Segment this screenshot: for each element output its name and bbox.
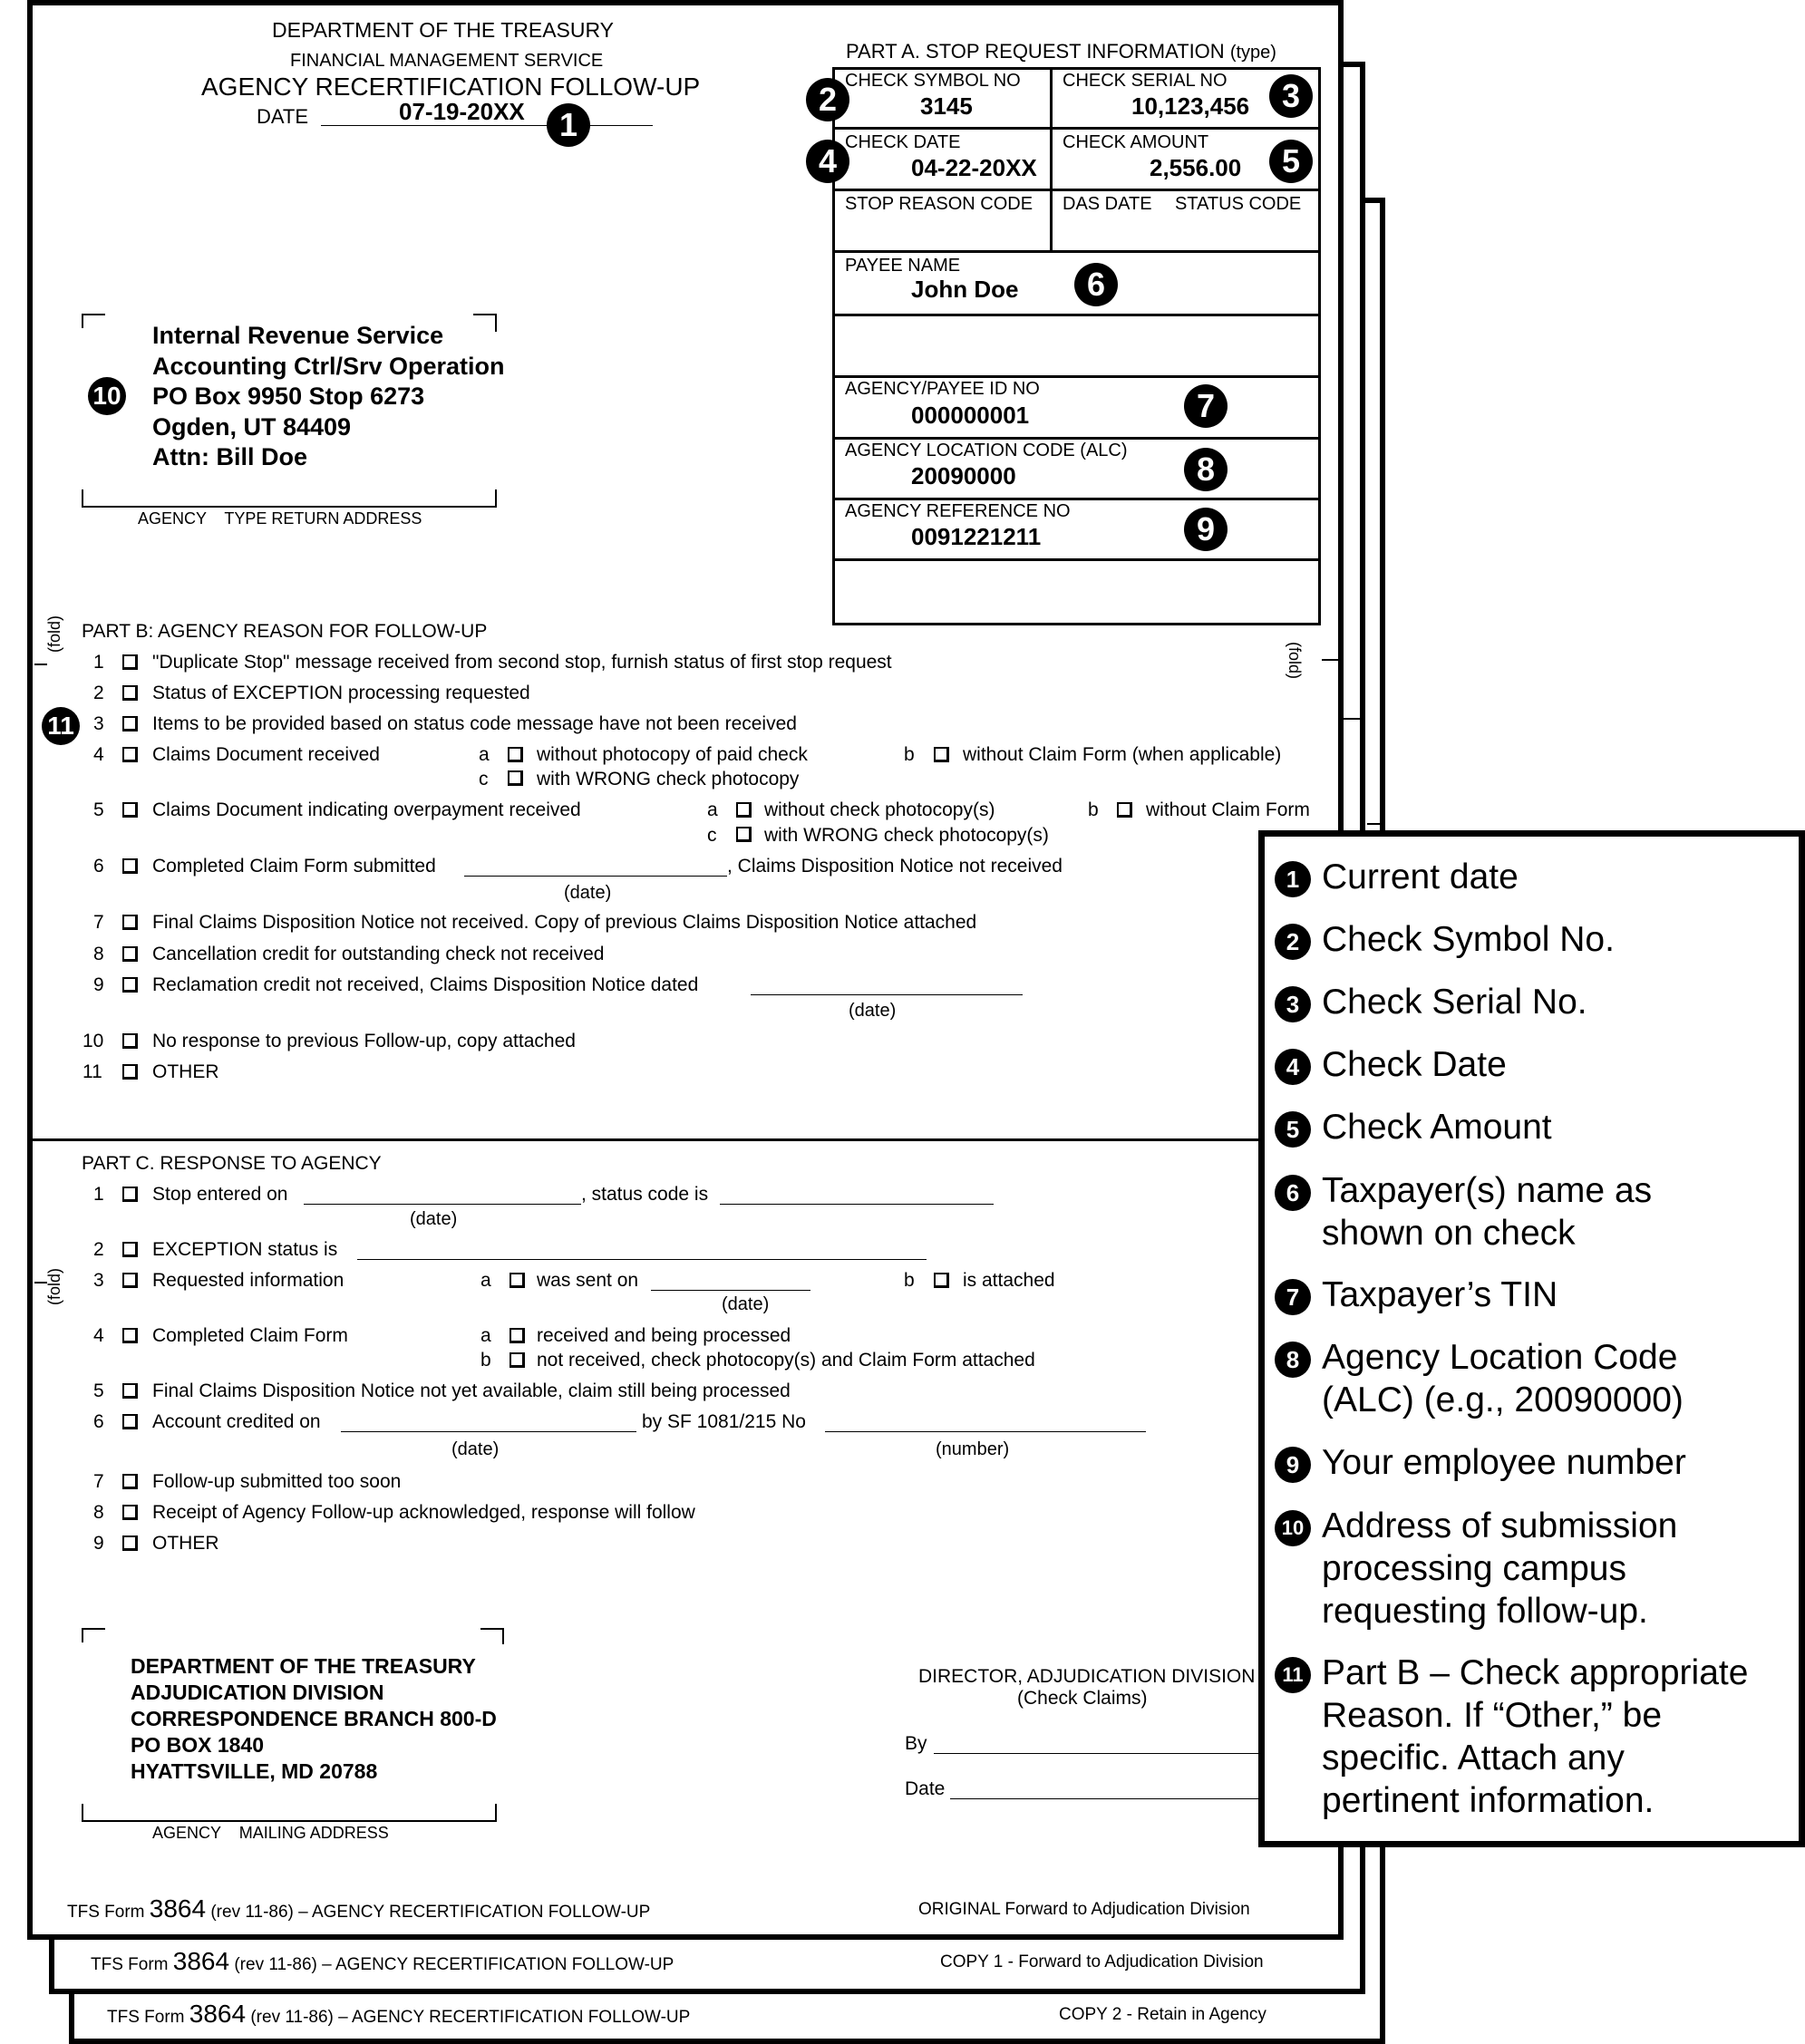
item-text: was sent on [537,1270,639,1291]
check-symbol-label: CHECK SYMBOL NO [845,71,1021,91]
row-divider [832,189,1321,191]
callout-4-icon: 4 [806,140,849,183]
payee-id-label: AGENCY/PAYEE ID NO [845,379,1040,399]
row-divider [832,498,1321,500]
callout-3-icon: 3 [1269,74,1313,118]
sub-letter: a [479,744,490,765]
date-label: DATE [257,105,309,128]
checkbox[interactable] [509,1328,525,1343]
item-text: Completed Claim Form [152,1325,348,1346]
return-address-line: PO Box 9950 Stop 6273 [152,383,425,410]
exception-status-blank[interactable] [357,1259,927,1260]
item-number: 11 [82,1061,102,1082]
legend-text: Taxpayer’s TIN [1322,1275,1558,1314]
sub-letter: a [707,799,718,820]
legend-callout-3-icon: 3 [1275,986,1311,1022]
legend-text: pertinent information. [1322,1781,1655,1820]
ref-field[interactable]: 0091221211 [911,523,1042,550]
footer-copy-1-label: COPY 1 - Forward to Adjudication Division [940,1952,1264,1971]
mailing-address-line: CORRESPONDENCE BRANCH 800-D [131,1707,497,1730]
fold-label: (fold) [1286,642,1304,680]
sub-letter: b [904,1270,915,1291]
return-address-caption: AGENCY TYPE RETURN ADDRESS [138,509,422,528]
fold-tick [34,664,47,665]
item-text: with WRONG check photocopy [537,769,800,790]
mailing-address [131,1653,497,1785]
check-serial-label: CHECK SERIAL NO [1063,71,1228,91]
mailing-address-line: DEPARTMENT OF THE TREASURY [131,1654,476,1678]
checkbox[interactable] [508,747,523,762]
checkbox[interactable] [509,1352,525,1368]
ref-label: AGENCY REFERENCE NO [845,501,1071,521]
legend-callout-4-icon: 4 [1275,1049,1311,1085]
callout-11-icon: 11 [42,707,80,745]
part-c-title: PART C. RESPONSE TO AGENCY [82,1153,382,1174]
sig-date-line[interactable] [950,1798,1260,1799]
callout-6-icon: 6 [1074,263,1118,306]
item-text: "Duplicate Stop" message received from second stop, furnish status of first stop request [152,652,892,673]
checkbox[interactable] [122,858,138,874]
legend-callout-11-icon: 11 [1275,1657,1311,1693]
checkbox[interactable] [122,654,138,670]
row-divider [832,375,1321,378]
item-text: without Claim Form [1146,799,1310,820]
checkbox[interactable] [122,1187,138,1202]
date-blank[interactable] [751,994,1023,995]
legend-text: Check Symbol No. [1322,920,1615,959]
checkbox[interactable] [736,827,752,842]
sub-letter: c [707,825,717,846]
checkbox[interactable] [122,802,138,818]
blank-caption: (date) [849,1001,897,1021]
checkbox[interactable] [736,802,752,818]
check-amount-field[interactable]: 2,556.00 [1150,154,1242,181]
fold-tick [1367,823,1383,825]
legend-text: Agency Location Code [1322,1338,1678,1377]
form-title: AGENCY RECERTIFICATION FOLLOW-UP [201,73,701,101]
item-number: 10 [82,1031,104,1051]
item-number: 6 [93,856,104,877]
item-number: 5 [93,1380,104,1401]
item-text: Completed Claim Form submitted [152,856,436,877]
checkbox[interactable] [934,747,949,762]
item-text: , Claims Disposition Notice not received [727,856,1063,877]
footer-copy-2-label: COPY 2 - Retain in Agency [1059,2005,1266,2024]
legend-text: Check Amount [1322,1108,1552,1147]
payee-id-field[interactable]: 000000001 [911,402,1030,429]
item-text: Cancellation credit for outstanding check not received [152,944,605,964]
sub-letter: b [1088,799,1099,820]
legend-text: shown on check [1322,1214,1576,1253]
number-blank[interactable] [825,1431,1146,1432]
item-text: OTHER [152,1061,219,1082]
callout-8-icon: 8 [1184,448,1228,491]
item-number: 4 [93,744,104,765]
sig-date-label: Date [905,1778,946,1799]
corner-mark [82,1804,497,1822]
check-date-field[interactable]: 04-22-20XX [911,154,1037,181]
return-address [152,321,505,473]
mailing-address-line: ADJUDICATION DIVISION [131,1681,384,1704]
legend-text: specific. Attach any [1322,1739,1625,1778]
return-address-line: Internal Revenue Service [152,322,444,349]
legend-text: Check Date [1322,1045,1507,1084]
callout-9-icon: 9 [1184,508,1228,551]
legend-callout-5-icon: 5 [1275,1111,1311,1148]
callout-7-icon: 7 [1184,384,1228,428]
item-number: 3 [93,713,104,734]
legend-text: Current date [1322,857,1519,896]
header-dept: DEPARTMENT OF THE TREASURY [272,18,615,42]
item-number: 6 [93,1411,104,1432]
sub-letter: a [480,1270,491,1291]
checkbox[interactable] [122,685,138,701]
mailing-address-line: HYATTSVILLE, MD 20788 [131,1759,378,1783]
checkbox[interactable] [122,977,138,993]
item-number: 9 [93,1533,104,1554]
checkbox[interactable] [122,1064,138,1080]
item-text: No response to previous Follow-up, copy attached [152,1031,576,1051]
footer-title: (rev 11-86) – AGENCY RECERTIFICATION FOLLOW-UP [250,2008,691,2027]
item-number: 9 [93,974,104,995]
checkbox[interactable] [122,1414,138,1429]
blank-caption: (number) [936,1439,1010,1459]
legend-callout-9-icon: 9 [1275,1447,1311,1483]
row-divider [832,437,1321,440]
blank-caption: (date) [722,1294,770,1314]
col-divider [1050,67,1053,252]
item-text: , status code is [581,1184,709,1205]
legend-text: Reason. If “Other,” be [1322,1696,1663,1735]
by-signature-line[interactable] [934,1753,1260,1754]
legend-callout-2-icon: 2 [1275,924,1311,960]
row-divider [832,250,1321,253]
date-blank[interactable] [304,1204,581,1205]
callout-5-icon: 5 [1269,140,1313,183]
callout-1-icon: 1 [547,103,590,147]
date-blank[interactable] [341,1431,636,1432]
checkbox[interactable] [122,1328,138,1343]
form-number: 3864 [189,2000,247,2028]
item-text: Requested information [152,1270,345,1291]
item-number: 2 [93,1239,104,1260]
checkbox[interactable] [122,1535,138,1551]
callout-2-icon: 2 [806,78,849,121]
corner-mark [480,1628,504,1644]
corner-mark [82,314,105,328]
legend-text: Address of submission [1322,1506,1678,1545]
checkbox[interactable] [122,1474,138,1489]
item-number: 3 [93,1270,104,1291]
checkbox[interactable] [122,1383,138,1399]
legend-callout-6-icon: 6 [1275,1175,1311,1211]
item-text: Reclamation credit not received, Claims Disposition Notice dated [152,974,699,995]
payee-name-field[interactable]: John Doe [911,276,1019,303]
item-number: 7 [93,1471,104,1492]
return-address-line: Ogden, UT 84409 [152,412,352,441]
item-number: 1 [93,652,104,673]
item-text: Items to be provided based on status code message have not been received [152,713,797,734]
checkbox[interactable] [1117,802,1132,818]
item-number: 2 [93,683,104,703]
fold-label: (fold) [45,1267,63,1305]
item-text: Follow-up submitted too soon [152,1471,402,1492]
legend-text: Your employee number [1322,1443,1686,1482]
header-service: FINANCIAL MANAGEMENT SERVICE [290,51,604,71]
return-address-line: Accounting Ctrl/Srv Operation [152,352,505,380]
footer-copy-1 [91,1947,674,1976]
legend-callout-1-icon: 1 [1275,861,1311,897]
item-text: Stop entered on [152,1184,288,1205]
footer-prefix: TFS Form [91,1955,169,1974]
footer-original [67,1894,650,1923]
form-number: 3864 [172,1947,230,1975]
footer-prefix: TFS Form [67,1903,145,1922]
alc-field[interactable]: 20090000 [911,462,1016,489]
section-divider [33,1138,1338,1141]
item-text: without Claim Form (when applicable) [963,744,1282,765]
fold-label: (fold) [45,615,63,653]
item-text: Final Claims Disposition Notice not received. Copy of previous Claims Disposition Notice attached [152,912,977,933]
item-text: OTHER [152,1533,219,1554]
checkbox[interactable] [122,1505,138,1520]
item-number: 8 [93,944,104,964]
row-divider [832,558,1321,561]
fold-tick [1344,718,1363,720]
item-text: Receipt of Agency Follow-up acknowledged, response will follow [152,1502,695,1523]
signature-subtitle: (Check Claims) [1017,1688,1148,1709]
item-text: not received, check photocopy(s) and Claim Form attached [537,1350,1035,1371]
item-text: without check photocopy(s) [764,799,995,820]
blank-caption: (date) [564,883,612,903]
checkbox[interactable] [122,1273,138,1288]
part-a-title-suffix: (type) [1229,43,1276,63]
sub-letter: a [480,1325,491,1346]
corner-mark [82,489,497,508]
by-label: By [905,1733,927,1754]
item-text: is attached [963,1270,1055,1291]
checkbox[interactable] [122,1242,138,1257]
date-blank[interactable] [651,1290,810,1291]
signature-title: DIRECTOR, ADJUDICATION DIVISION [918,1666,1256,1687]
legend-callout-10-icon: 10 [1275,1510,1311,1546]
part-a-title [846,40,1276,63]
return-address-line: Attn: Bill Doe [152,443,307,470]
alc-label: AGENCY LOCATION CODE (ALC) [845,441,1128,460]
footer-title: (rev 11-86) – AGENCY RECERTIFICATION FOLLOW-UP [210,1903,651,1922]
stop-reason-label: STOP REASON CODE [845,194,1034,214]
checkbox[interactable] [122,716,138,731]
item-text: with WRONG check photocopy(s) [764,825,1049,846]
row-divider [832,127,1321,130]
footer-copy-2 [107,2000,690,2029]
legend-text: Taxpayer(s) name as [1322,1171,1653,1210]
item-number: 1 [93,1184,104,1205]
das-date-label: DAS DATE [1063,194,1152,214]
corner-mark [82,1628,105,1642]
fold-tick [1322,659,1338,661]
status-code-blank[interactable] [720,1204,994,1205]
item-text: by SF 1081/215 No [642,1411,806,1432]
legend-text: Check Serial No. [1322,983,1587,1022]
checkbox[interactable] [509,1273,525,1288]
mailing-address-line: PO BOX 1840 [131,1733,265,1757]
checkbox[interactable] [122,946,138,962]
date-field[interactable]: 07-19-20XX [399,98,525,125]
item-text: received and being processed [537,1325,791,1346]
callout-10-icon: 10 [88,377,126,415]
item-text: without photocopy of paid check [537,744,808,765]
item-number: 5 [93,799,104,820]
item-number: 8 [93,1502,104,1523]
legend-text: processing campus [1322,1549,1626,1588]
legend-callout-7-icon: 7 [1275,1279,1311,1315]
item-text: Account credited on [152,1411,321,1432]
check-symbol-field[interactable]: 3145 [920,92,973,120]
checkbox[interactable] [122,915,138,930]
check-serial-field[interactable]: 10,123,456 [1131,92,1250,120]
checkbox[interactable] [122,1033,138,1049]
checkbox[interactable] [122,747,138,762]
blank-caption: (date) [410,1209,458,1229]
legend-text: (ALC) (e.g., 20090000) [1322,1380,1684,1419]
sub-letter: b [480,1350,491,1371]
sub-letter: c [479,769,489,790]
item-number: 4 [93,1325,104,1346]
legend-text: requesting follow-up. [1322,1592,1648,1631]
footer-original-copy: ORIGINAL Forward to Adjudication Division [918,1900,1250,1919]
item-text: Final Claims Disposition Notice not yet available, claim still being processed [152,1380,791,1401]
payee-name-label: PAYEE NAME [845,256,961,276]
status-code-label: STATUS CODE [1175,194,1302,214]
check-date-label: CHECK DATE [845,132,961,152]
part-a-title-text: PART A. STOP REQUEST INFORMATION [846,40,1225,63]
check-amount-label: CHECK AMOUNT [1063,132,1209,152]
checkbox[interactable] [508,770,523,786]
mailing-address-caption: AGENCY MAILING ADDRESS [152,1824,389,1842]
footer-title: (rev 11-86) – AGENCY RECERTIFICATION FOLLOW-UP [234,1955,674,1974]
part-b-title: PART B: AGENCY REASON FOR FOLLOW-UP [82,621,488,642]
blank-caption: (date) [451,1439,500,1459]
footer-prefix: TFS Form [107,2008,185,2027]
row-divider [832,314,1321,316]
date-blank[interactable] [464,876,727,877]
item-text: Claims Document received [152,744,380,765]
form-number: 3864 [149,1894,207,1923]
legend-callout-8-icon: 8 [1275,1342,1311,1378]
checkbox[interactable] [934,1273,949,1288]
fold-tick [34,1282,47,1284]
sub-letter: b [904,744,915,765]
item-text: EXCEPTION status is [152,1239,338,1260]
item-text: Claims Document indicating overpayment received [152,799,581,820]
legend-text: Part B – Check appropriate [1322,1653,1749,1692]
item-number: 7 [93,912,104,933]
item-text: Status of EXCEPTION processing requested [152,683,530,703]
